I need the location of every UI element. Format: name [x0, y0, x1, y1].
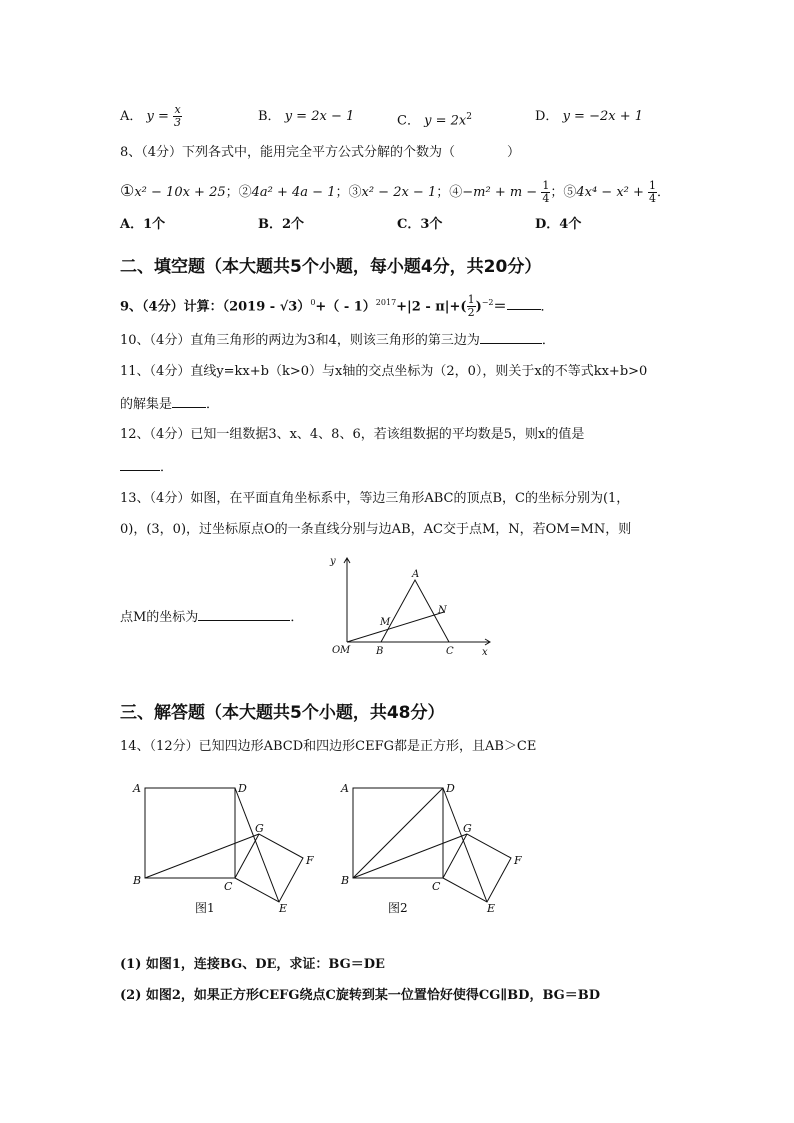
segment-de [235, 788, 279, 902]
label-c: C [446, 646, 454, 657]
segment-bg [353, 834, 467, 878]
q8-end: ． [657, 185, 671, 200]
fig2-label-a: A [341, 782, 349, 795]
fig2-label-b: B [341, 874, 350, 887]
q8-items [120, 180, 670, 205]
fraction-numerator: x [174, 103, 181, 116]
q8-option-c: C．3个 [397, 217, 443, 232]
segment-de [443, 788, 487, 902]
label-a: A [412, 569, 420, 580]
q7-option-d [535, 108, 643, 126]
q8-option-a: A．1个 [120, 217, 166, 232]
q13-line3 [120, 608, 303, 627]
q12-line2 [120, 458, 173, 477]
item-number: ；⑤ [550, 185, 577, 200]
q8-item5-fraction [648, 180, 657, 205]
q10 [120, 331, 555, 350]
answer-blank[interactable] [480, 331, 542, 344]
item-number: ；④ [436, 185, 463, 200]
q11-line2-text: 的解集是 [120, 397, 173, 412]
fraction-denominator: 3 [174, 116, 182, 129]
segment-bd [353, 788, 443, 878]
q9-exp0: 0 [310, 298, 316, 307]
q9-prefix: 9、（4分）计算： [120, 299, 223, 315]
q13-line1: 13、（4分）如图，在平面直角坐标系中，等边三角形ABC的顶点B，C的坐标分别为(1， [120, 491, 630, 506]
option-a-fraction [173, 104, 182, 129]
fig2-label-e: E [487, 902, 496, 915]
q8-item5: 4x⁴ − x² + [576, 185, 644, 200]
option-d-expr: y = −2x + 1 [562, 109, 644, 124]
q9-end: ． [540, 299, 554, 315]
fraction-numerator: 1 [649, 179, 657, 192]
segment-bg [145, 834, 259, 878]
fraction-denominator: 4 [649, 192, 657, 205]
label-n: N [438, 605, 447, 616]
item-number: ① [120, 181, 135, 200]
q9-part1: （2019 - √3） [222, 299, 311, 315]
option-c-expr: y = 2x [424, 113, 467, 129]
q14-figure-1 [125, 772, 325, 922]
section-2-heading: 二、填空题（本大题共5个小题，每小题4分，共20分） [120, 257, 542, 277]
label-m: M [380, 617, 391, 628]
q8-item1: x² − 10x + 25 [134, 185, 226, 200]
fig1-label-g: G [255, 822, 264, 835]
option-label: D． [535, 109, 559, 124]
square-cefg [235, 834, 303, 902]
answer-blank[interactable] [120, 458, 160, 471]
q8-option-b: B．2个 [258, 217, 305, 232]
q13-coordinate-figure [320, 550, 500, 660]
q8-stem: 8、（4分）下列各式中，能用完全平方公式分解的个数为（ ） [120, 145, 521, 160]
fig1-label-a: A [133, 782, 141, 795]
q9-part2: +（ - 1） [315, 299, 376, 315]
answer-blank[interactable] [507, 297, 541, 310]
q11-end: ． [206, 397, 220, 412]
q8-item4-fraction [541, 180, 550, 205]
fig1-label-f: F [306, 854, 314, 867]
option-label: B． [258, 109, 281, 124]
q12-line1: 12、（4分）已知一组数据3、x、4、8、6，若该组数据的平均数是5，则x的值是 [120, 427, 585, 442]
q11-line1: 11、（4分）直线y=kx+b（k>0）与x轴的交点坐标为（2，0），则关于x的不等式kx+b>0 [120, 364, 648, 379]
item-number: ；③ [335, 185, 362, 200]
q10-text: 10、（4分）直角三角形的两边为3和4，则该三角形的第三边为 [120, 333, 480, 348]
fraction-denominator: 4 [542, 192, 550, 205]
fig1-label-b: B [133, 874, 142, 887]
option-label: C． [397, 113, 420, 129]
q8-item2: 4a² + 4a − 1 [251, 185, 336, 200]
fig2-label-c: C [432, 880, 441, 893]
label-m-origin: M [340, 645, 351, 656]
label-y: y [330, 556, 336, 567]
q13-end: ． [290, 610, 304, 625]
q9-part4: ) [475, 299, 482, 315]
answer-blank[interactable] [198, 608, 290, 621]
option-c-exponent: 2 [466, 112, 472, 122]
q13-line3-text: 点M的坐标为 [120, 610, 199, 625]
q13-line2: 0)，(3，0)，过坐标原点O的一条直线分别与边AB，AC交于点M，N，若OM=MN，则 [120, 522, 632, 537]
q9-fraction [467, 294, 476, 319]
fig1-label-d: D [238, 782, 247, 795]
fig2-label-d: D [446, 782, 455, 795]
q7-option-b [258, 108, 354, 126]
q8-option-d: D．4个 [535, 217, 582, 232]
fraction-numerator: 1 [542, 179, 550, 192]
option-b-expr: y = 2x − 1 [284, 109, 355, 124]
q14-stem: 14、（12分）已知四边形ABCD和四边形CEFG都是正方形，且AB＞CE [120, 739, 537, 754]
item-number: ；② [225, 185, 252, 200]
answer-blank[interactable] [172, 395, 206, 408]
square-cefg [443, 834, 511, 902]
fraction-denominator: 2 [467, 306, 475, 320]
fig1-label-c: C [224, 880, 233, 893]
label-b: B [376, 646, 384, 657]
option-a-lhs: y = [146, 109, 169, 124]
option-label: A． [120, 109, 143, 124]
square-abcd [145, 788, 235, 878]
fig2-label-g: G [463, 822, 472, 835]
q7-option-c [397, 108, 472, 130]
q8-item3: x² − 2x − 1 [361, 185, 437, 200]
q14-figure-2 [333, 772, 533, 922]
fig2-label-f: F [514, 854, 522, 867]
q14-part1: (1) 如图1，连接BG、DE，求证：BG＝DE [120, 957, 385, 972]
fig2-caption: 图2 [388, 901, 408, 915]
fig1-caption: 图1 [195, 901, 215, 915]
q9 [120, 294, 554, 319]
q11-line2 [120, 395, 219, 414]
q9-exp2017: 2017 [375, 298, 397, 307]
q7-option-a [120, 104, 182, 129]
q9-exp-neg2: −2 [481, 298, 494, 307]
q10-end: ． [541, 333, 555, 348]
q9-part3: +|2 - π|+( [396, 299, 467, 315]
fig1-label-e: E [279, 902, 288, 915]
fraction-numerator: 1 [467, 293, 475, 307]
q9-part5: ＝ [493, 299, 507, 315]
label-o: O [332, 645, 341, 656]
q12-end: ． [160, 460, 174, 475]
label-x: x [482, 647, 488, 658]
q8-item4: −m² + m − [462, 185, 538, 200]
q14-part2: (2) 如图2，如果正方形CEFG绕点C旋转到某一位置恰好使得CG∥BD，BG＝BD [120, 988, 601, 1003]
section-3-heading: 三、解答题（本大题共5个小题，共48分） [120, 703, 445, 723]
